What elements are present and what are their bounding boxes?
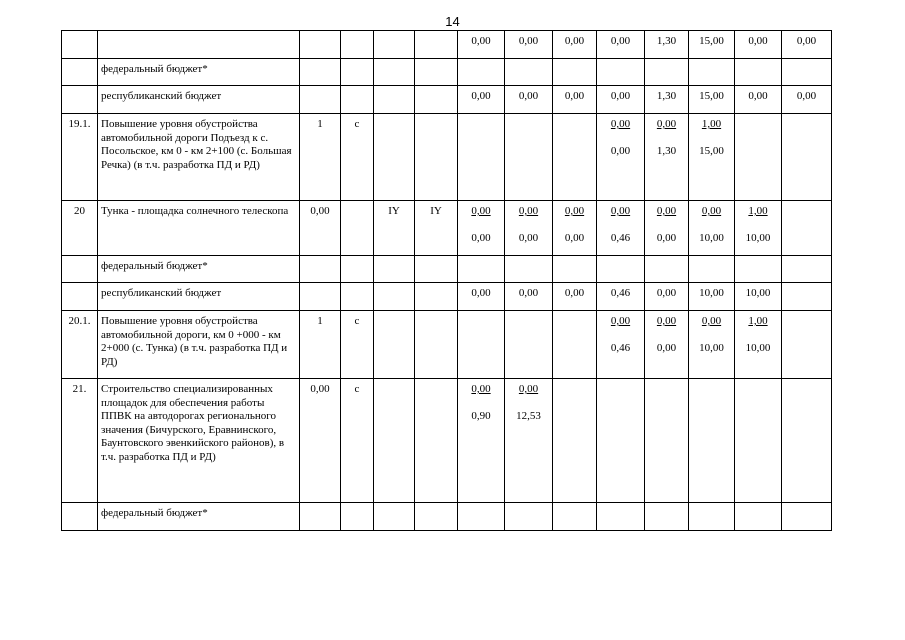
table-row [62, 86, 832, 114]
value-cell [597, 311, 645, 379]
stage-cell: с [341, 311, 374, 379]
value-cell [597, 59, 645, 86]
value-cell [782, 503, 832, 531]
value-cell [597, 283, 645, 311]
value-cell [597, 31, 645, 59]
value-cell [458, 201, 505, 256]
budget-table [61, 30, 832, 531]
value-cell [458, 114, 505, 201]
value-cell [782, 201, 832, 256]
table-row [62, 59, 832, 86]
amount-value: 0,00 [796, 35, 817, 47]
amount-value: 1,30 [656, 90, 677, 102]
value-cell [553, 379, 597, 503]
value-cell [735, 59, 782, 86]
capacity-value: 0,00 [656, 118, 677, 130]
capacity-cell: 1 [300, 114, 341, 201]
row-name-cell: Повышение уровня обустройства автомобильной дороги Подъезд к с. Посольское, км 0 - км 2+100 (с. Большая Речка) (в т.ч. разработка ПД и РД) [98, 114, 300, 201]
value-cell [645, 379, 689, 503]
value-cell [458, 31, 505, 59]
amount-value: 1,30 [656, 144, 677, 157]
value-cell [735, 114, 782, 201]
value-cell [553, 201, 597, 256]
amount-value: 15,00 [699, 35, 724, 47]
value-cell [458, 311, 505, 379]
amount-value: 0,00 [518, 90, 539, 102]
row-name-cell: Тунка - площадка солнечного телескопа [98, 201, 300, 256]
table-body [62, 31, 832, 531]
value-cell [689, 311, 735, 379]
value-cell [553, 503, 597, 531]
amount-value: 0,90 [471, 409, 491, 422]
stage-cell [341, 503, 374, 531]
value-cell [645, 503, 689, 531]
value-cell [505, 201, 553, 256]
row-number-cell [62, 256, 98, 283]
value-cell [597, 86, 645, 114]
value-cell [505, 114, 553, 201]
value-cell [597, 201, 645, 256]
amount-value: 0,00 [564, 287, 585, 299]
amount-value: 0,00 [564, 231, 585, 244]
amount-value: 10,00 [745, 287, 771, 299]
value-cell [645, 86, 689, 114]
stage-cell [341, 256, 374, 283]
value-cell [645, 256, 689, 283]
value-cell [553, 31, 597, 59]
category-end-cell: IY [415, 201, 458, 256]
amount-value: 0,00 [471, 35, 491, 47]
value-cell [458, 86, 505, 114]
amount-value: 0,00 [471, 90, 491, 102]
category-end-cell [415, 311, 458, 379]
amount-value: 0,00 [471, 231, 491, 244]
amount-value: 0,00 [796, 90, 817, 102]
capacity-cell: 0,00 [300, 201, 341, 256]
category-end-cell [415, 503, 458, 531]
capacity-value: 0,00 [610, 118, 631, 130]
capacity-cell [300, 86, 341, 114]
value-cell [689, 201, 735, 256]
amount-value: 12,53 [516, 409, 541, 422]
value-cell [782, 86, 832, 114]
capacity-value: 0,00 [518, 383, 539, 395]
value-cell [505, 31, 553, 59]
value-cell [553, 311, 597, 379]
value-cell [458, 503, 505, 531]
value-cell [689, 379, 735, 503]
row-number-cell: 20 [62, 201, 98, 256]
capacity-value: 1,00 [748, 315, 768, 327]
amount-value: 0,00 [656, 287, 677, 299]
amount-value: 10,00 [745, 341, 771, 354]
amount-value: 0,00 [564, 90, 585, 102]
value-cell [782, 59, 832, 86]
amount-value: 0,00 [471, 287, 491, 299]
category-start-cell [374, 59, 415, 86]
capacity-value: 0,00 [656, 205, 677, 217]
value-cell [505, 379, 553, 503]
value-cell [597, 503, 645, 531]
category-end-cell [415, 114, 458, 201]
amount-value: 0,00 [656, 341, 677, 354]
row-name-cell: федеральный бюджет* [98, 503, 300, 531]
value-cell [782, 379, 832, 503]
capacity-value: 0,00 [610, 315, 631, 327]
category-end-cell [415, 31, 458, 59]
amount-value: 0,00 [518, 231, 539, 244]
capacity-value: 0,00 [656, 315, 677, 327]
category-end-cell [415, 256, 458, 283]
amount-value: 0,00 [656, 231, 677, 244]
value-cell [689, 114, 735, 201]
row-number-cell: 19.1. [62, 114, 98, 201]
category-start-cell [374, 114, 415, 201]
amount-value: 10,00 [699, 231, 724, 244]
capacity-value: 0,00 [471, 383, 491, 395]
value-cell [553, 86, 597, 114]
value-cell [782, 311, 832, 379]
value-cell [782, 31, 832, 59]
table-row [62, 503, 832, 531]
amount-value: 1,30 [656, 35, 677, 47]
value-cell [553, 283, 597, 311]
amount-value: 0,00 [518, 35, 539, 47]
value-cell [553, 59, 597, 86]
value-cell [553, 114, 597, 201]
value-cell [645, 59, 689, 86]
row-number-cell [62, 31, 98, 59]
value-cell [735, 283, 782, 311]
value-cell [458, 283, 505, 311]
category-start-cell [374, 503, 415, 531]
category-start-cell [374, 31, 415, 59]
category-end-cell [415, 59, 458, 86]
amount-value: 0,46 [610, 231, 631, 244]
row-name-cell: Повышение уровня обустройства автомобильной дороги, км 0 +000 - км 2+000 (с. Тунка) (в т.ч. разработка ПД и РД) [98, 311, 300, 379]
value-cell [689, 59, 735, 86]
table-row [62, 283, 832, 311]
amount-value: 10,00 [699, 341, 724, 354]
value-cell [645, 311, 689, 379]
value-cell [645, 31, 689, 59]
amount-value: 0,00 [564, 35, 585, 47]
value-cell [505, 311, 553, 379]
value-cell [505, 86, 553, 114]
category-end-cell [415, 86, 458, 114]
value-cell [735, 86, 782, 114]
value-cell [645, 201, 689, 256]
stage-cell [341, 283, 374, 311]
stage-cell [341, 86, 374, 114]
stage-cell: с [341, 114, 374, 201]
value-cell [505, 283, 553, 311]
amount-value: 0,00 [610, 35, 631, 47]
row-number-cell [62, 503, 98, 531]
capacity-value: 1,00 [701, 118, 722, 130]
value-cell [735, 379, 782, 503]
category-start-cell [374, 283, 415, 311]
value-cell [735, 31, 782, 59]
capacity-cell [300, 59, 341, 86]
amount-value: 0,00 [610, 90, 631, 102]
stage-cell [341, 59, 374, 86]
capacity-value: 0,00 [701, 315, 722, 327]
amount-value: 15,00 [699, 144, 724, 157]
row-number-cell [62, 59, 98, 86]
capacity-cell: 0,00 [300, 379, 341, 503]
value-cell [735, 311, 782, 379]
stage-cell [341, 31, 374, 59]
value-cell [735, 201, 782, 256]
capacity-value: 0,00 [471, 205, 491, 217]
capacity-value: 0,00 [518, 205, 539, 217]
amount-value: 10,00 [745, 231, 771, 244]
table-row [62, 379, 832, 503]
row-name-cell: федеральный бюджет* [98, 59, 300, 86]
value-cell [597, 379, 645, 503]
capacity-value: 0,00 [564, 205, 585, 217]
row-number-cell: 21. [62, 379, 98, 503]
table-row [62, 201, 832, 256]
amount-value: 0,00 [610, 144, 631, 157]
capacity-value: 1,00 [748, 205, 768, 217]
category-start-cell [374, 256, 415, 283]
value-cell [782, 114, 832, 201]
row-number-cell [62, 86, 98, 114]
stage-cell: с [341, 379, 374, 503]
row-number-cell: 20.1. [62, 311, 98, 379]
capacity-cell [300, 256, 341, 283]
amount-value: 0,00 [748, 35, 768, 47]
category-start-cell: IY [374, 201, 415, 256]
value-cell [553, 256, 597, 283]
table-row [62, 31, 832, 59]
value-cell [735, 256, 782, 283]
table-row [62, 114, 832, 201]
row-name-cell: республиканский бюджет [98, 86, 300, 114]
amount-value: 0,00 [748, 90, 768, 102]
value-cell [782, 256, 832, 283]
amount-value: 0,46 [610, 287, 631, 299]
amount-value: 0,46 [610, 341, 631, 354]
amount-value: 0,00 [518, 287, 539, 299]
capacity-value: 0,00 [610, 205, 631, 217]
row-name-cell: республиканский бюджет [98, 283, 300, 311]
table-row [62, 311, 832, 379]
row-number-cell [62, 283, 98, 311]
value-cell [782, 283, 832, 311]
capacity-cell: 1 [300, 311, 341, 379]
value-cell [689, 86, 735, 114]
row-name-cell: Строительство специализированных площадок для обеспечения работы ППВК на автодорогах регионального значения (Бичурского, Еравнинского, Баунтовского эвенкийского районов), в т.ч. разработка ПД и РД) [98, 379, 300, 503]
value-cell [689, 256, 735, 283]
value-cell [458, 59, 505, 86]
value-cell [689, 283, 735, 311]
page-number: 14 [445, 14, 460, 29]
value-cell [689, 31, 735, 59]
value-cell [645, 114, 689, 201]
category-start-cell [374, 311, 415, 379]
category-start-cell [374, 86, 415, 114]
value-cell [645, 283, 689, 311]
value-cell [597, 114, 645, 201]
value-cell [458, 256, 505, 283]
category-end-cell [415, 283, 458, 311]
value-cell [505, 503, 553, 531]
value-cell [735, 503, 782, 531]
value-cell [505, 256, 553, 283]
category-start-cell [374, 379, 415, 503]
stage-cell [341, 201, 374, 256]
table-row [62, 256, 832, 283]
row-name-cell: федеральный бюджет* [98, 256, 300, 283]
capacity-cell [300, 31, 341, 59]
amount-value: 15,00 [699, 90, 724, 102]
category-end-cell [415, 379, 458, 503]
capacity-cell [300, 503, 341, 531]
amount-value: 10,00 [699, 287, 724, 299]
value-cell [458, 379, 505, 503]
capacity-value: 0,00 [701, 205, 722, 217]
value-cell [597, 256, 645, 283]
value-cell [689, 503, 735, 531]
value-cell [505, 59, 553, 86]
row-name-cell [98, 31, 300, 59]
capacity-cell [300, 283, 341, 311]
